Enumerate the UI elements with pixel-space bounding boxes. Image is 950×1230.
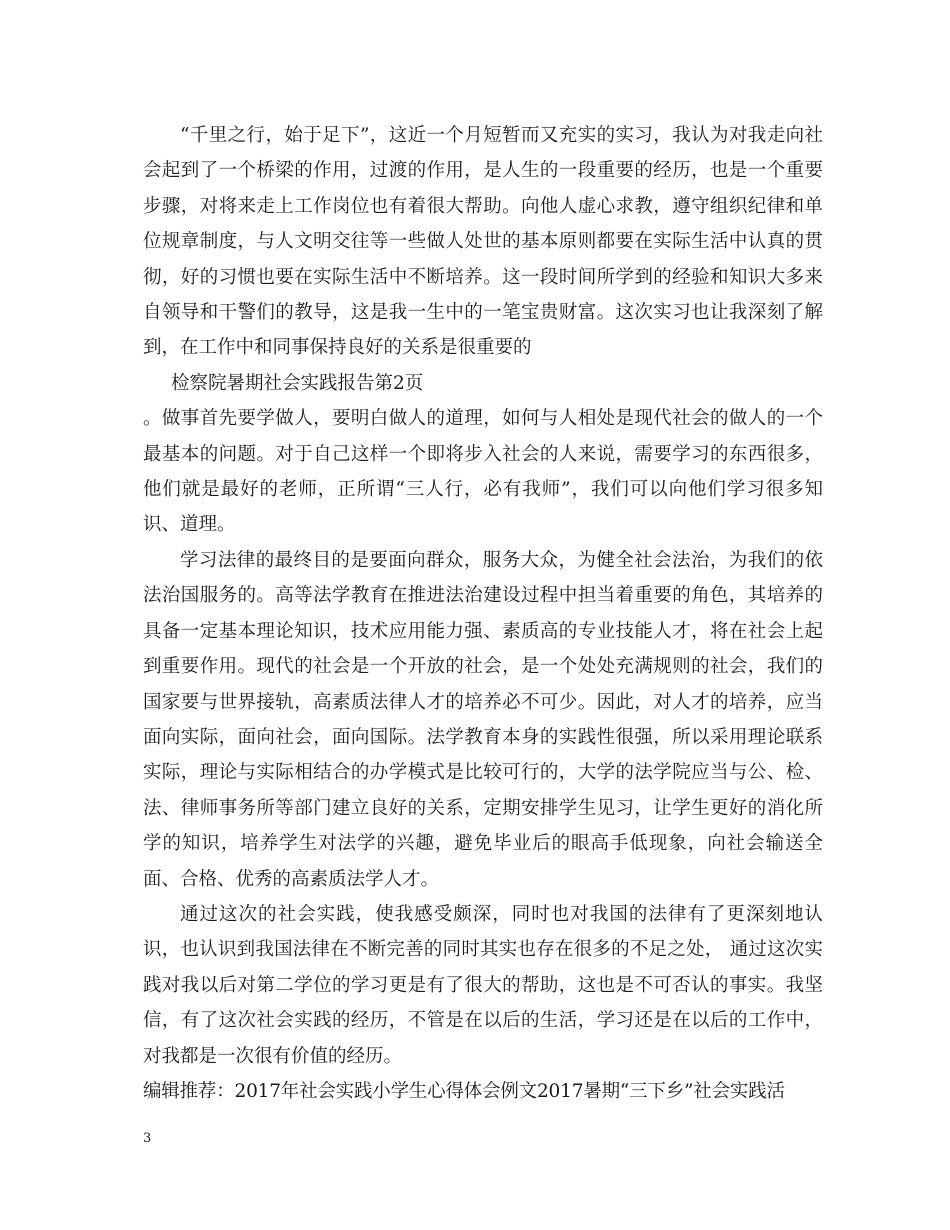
- page-header-text: 检察院暑期社会实践报告第2页: [171, 372, 424, 394]
- paragraph-learn-to-be-a-person: 。做事首先要学做人，要明白做人的道理，如何与人相处是现代社会的做人的一个最基本的问题。对于自己这样一个即将步入社会的人来说，需要学习的东西很多，他们就是最好的老师，正所谓“三人行，必有我师”，我们可以向他们学习很多知识、道理。: [143, 408, 823, 536]
- editor-recommendation: 编辑推荐：2017年社会实践小学生心得体会例文2017暑期“三下乡”社会实践活: [143, 1080, 785, 1102]
- paragraph-legal-education: 学习法律的最终目的是要面向群众，服务大众，为健全社会法治，为我们的依法治国服务的。高等法学教育在推进法治建设过程中担当着重要的角色，其培养的具备一定基本理论知识，技术应用能力强、素质高的专业技能人才，将在社会上起到重要作用。现代的社会是一个开放的社会，是一个处处充满规则的社会，我们的国家要与世界接轨，高素质法律人才的培养必不可少。因此，对人才的培养，应当面向实际，面向社会，面向国际。法学教育本身的实践性很强，所以采用理论联系实际，理论与实际相结合的办学模式是比较可行的，大学的法学院应当与公、检、法、律师事务所等部门建立良好的关系，定期安排学生见习，让学生更好的消化所学的知识，培养学生对法学的兴趣，避免毕业后的眼高手低现象，向社会输送全面、合格、优秀的高素质法学人才。: [143, 549, 823, 890]
- page-number: 3: [143, 1131, 152, 1146]
- paragraph-internship-reflection: “千里之行，始于足下”，这近一个月短暂而又充实的实习，我认为对我走向社会起到了一个桥梁的作用，过渡的作用，是人生的一段重要的经历，也是一个重要步骤，对将来走上工作岗位也有着很大帮助。向他人虚心求教，遵守组织纪律和单位规章制度，与人文明交往等一些做人处世的基本原则都要在实际生活中认真的贯彻，好的习惯也要在实际生活中不断培养。这一段时间所学到的经验和知识大多来自领导和干警们的教导，这是我一生中的一笔宝贵财富。这次实习也让我深刻了解到，在工作中和同事保持良好的关系是很重要的: [143, 125, 823, 359]
- document-body: [143, 118, 823, 1109]
- paragraph-practice-summary: 通过这次的社会实践，使我感受颇深，同时也对我国的法律有了更深刻地认识，也认识到我国法律在不断完善的同时其实也存在很多的不足之处， 通过这次实践对我以后对第二学位的学习更是有了很大的帮助，这也是不可否认的事实。我坚信，有了这次社会实践的经历，不管是在以后的生活，学习还是在以后的工作中，对我都是一次很有价值的经历。: [143, 903, 823, 1067]
